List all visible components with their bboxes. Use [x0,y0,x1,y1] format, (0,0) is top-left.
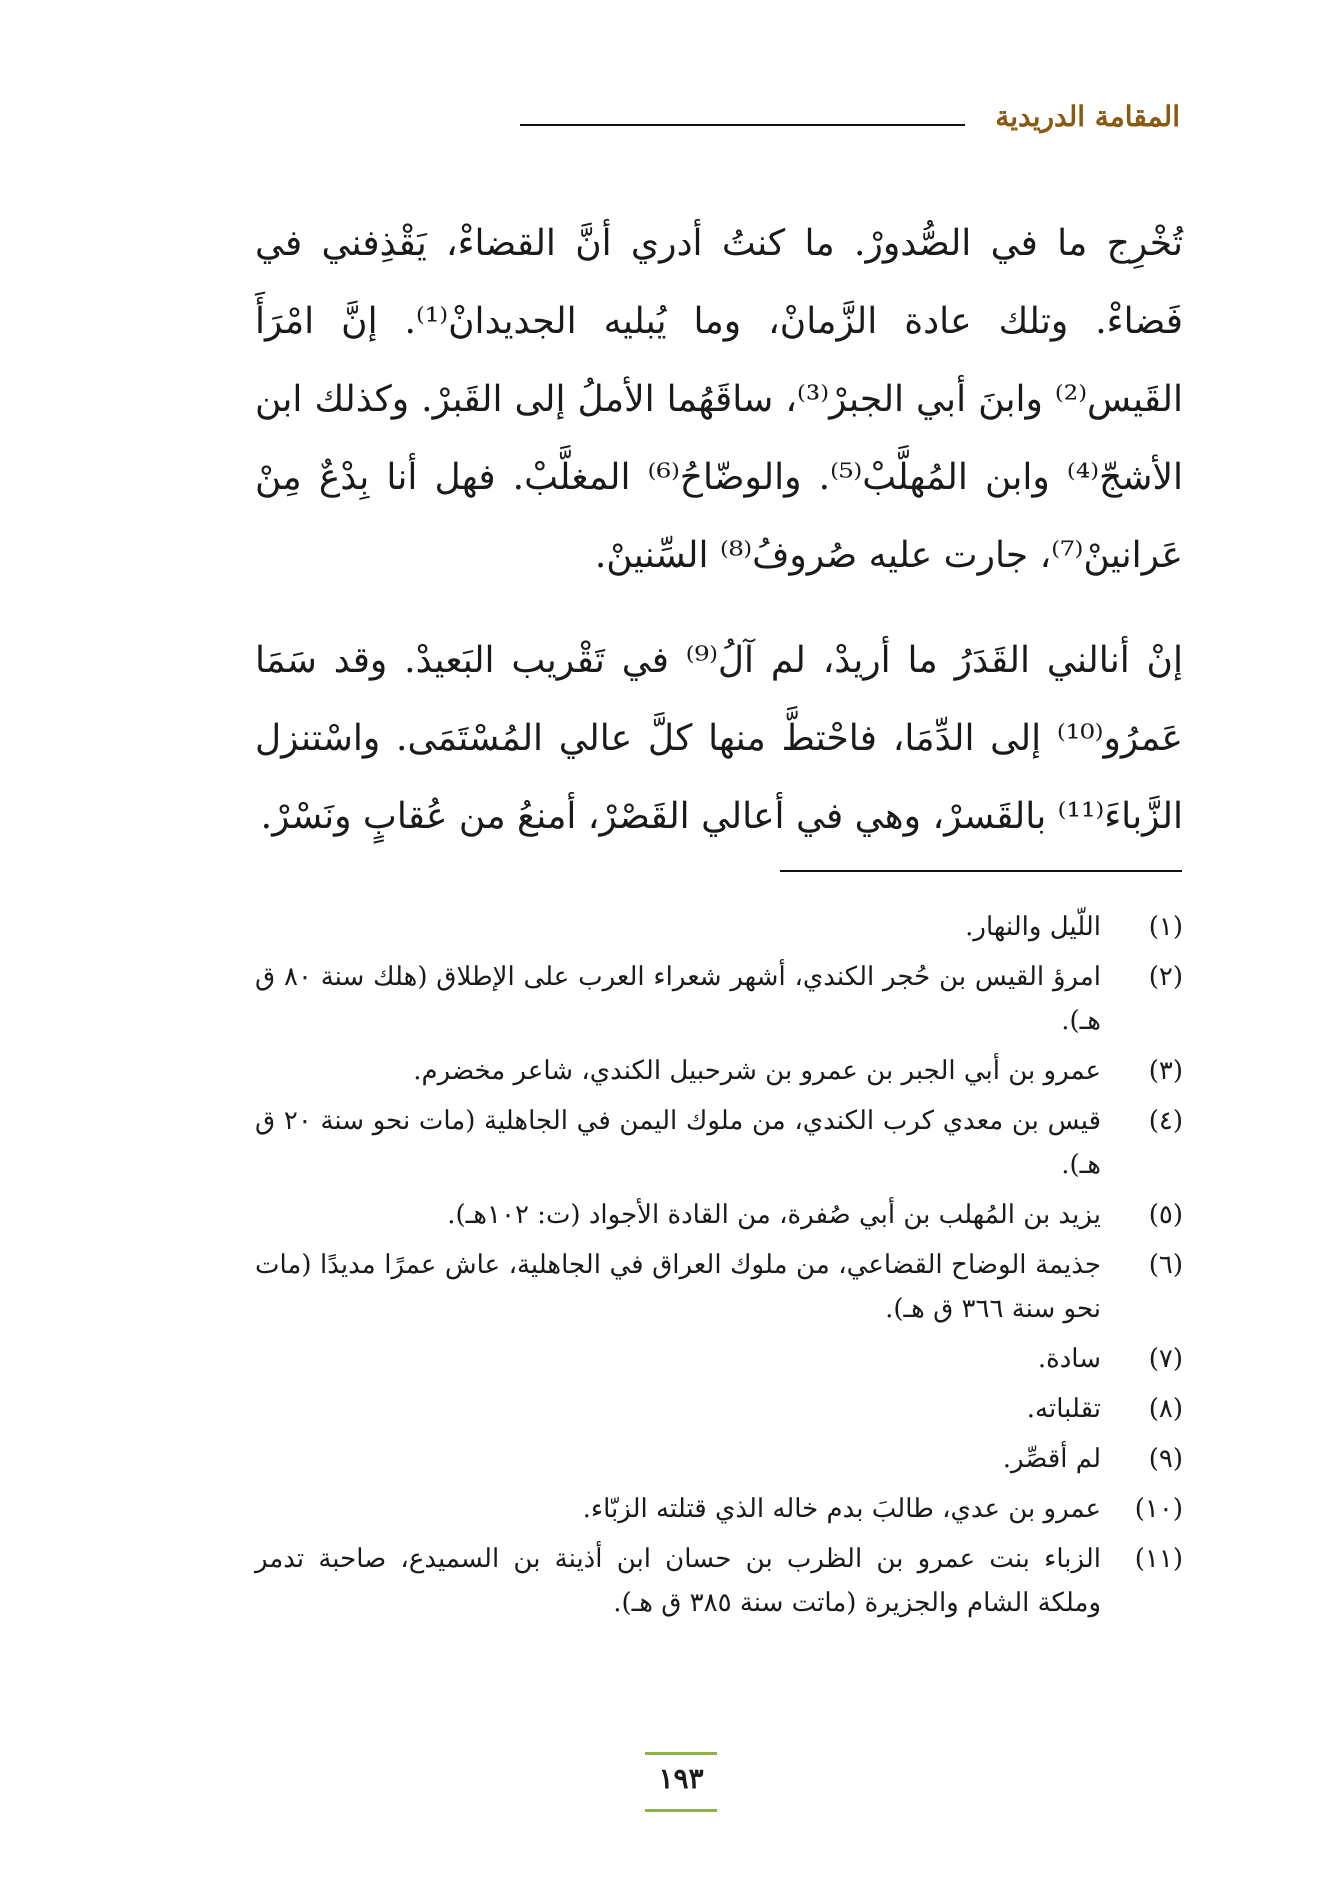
footnote-text: امرؤ القيس بن حُجر الكندي، أشهر شعراء العرب على الإطلاق (هلك سنة ٨٠ ق هـ). [255,962,1101,1036]
footnote [255,1537,1183,1625]
footnote [255,1337,1183,1381]
footnote-text: سادة. [1037,1344,1101,1374]
footnote-number: (٧) [1148,1344,1183,1374]
footnote-number: (٩) [1148,1444,1183,1474]
main-paragraph-1: تُخْرِج ما في الصُّدورْ. ما كنتُ أدري أنَّ القضاءْ، يَقْذِفني في فَضاءْ. وتلك عادة الزَّمانْ، وما يُبليه الجديدانْ⁽¹⁾. إنَّ امْرَأَ القَيس⁽²⁾ وابنَ أبي الجبرْ⁽³⁾، ساقَهُما الأملُ إلى القَبرْ. وكذلك ابن الأشجّ⁽⁴⁾ وابن المُهلَّبْ⁽⁵⁾. والوضّاحُ⁽⁶⁾ المغلَّبْ. فهل أنا بِدْعٌ مِنْ عَرانينْ⁽⁷⁾، جارت عليه صُروفُ⁽⁸⁾ السِّنينْ. [255,223,1183,576]
footnote [255,905,1183,949]
footnote [255,1487,1183,1531]
footnote [255,955,1183,1043]
footnote [255,1049,1183,1093]
footnote-number: (١٠) [1134,1494,1183,1524]
footnote-number: (٦) [1148,1250,1183,1280]
footnote-separator [780,870,1182,872]
footnote-text: تقلباته. [1026,1394,1101,1424]
footnote-number: (٢) [1148,962,1183,992]
footnote-text: قيس بن معدي كرب الكندي، من ملوك اليمن في الجاهلية (مات نحو سنة ٢٠ ق هـ). [255,1106,1101,1180]
footnote-text: يزيد بن المُهلب بن أبي صُفرة، من القادة الأجواد (ت: ١٠٢هـ). [447,1200,1101,1230]
footnote-number: (١) [1148,912,1183,942]
footnote-text: اللّيل والنهار. [965,912,1101,942]
footnote [255,1243,1183,1331]
running-title: المقامة الدريدية [995,100,1180,133]
footnote [255,1193,1183,1237]
page-header [520,100,1180,150]
footnote-text: جذيمة الوضاح القضاعي، من ملوك العراق في الجاهلية، عاش عمرًا مديدًا (مات نحو سنة ٣٦٦ ق هـ). [255,1250,1102,1324]
footnotes-list [255,905,1183,1631]
footnote [255,1437,1183,1481]
footnote-text: الزباء بنت عمرو بن الظرب بن حسان ابن أذينة بن السميدع، صاحبة تدمر وملكة الشام والجزيرة (ماتت سنة ٣٨٥ ق هـ). [255,1544,1101,1618]
footnote-text: لم أقصِّر. [1002,1444,1101,1474]
main-paragraph-2: إنْ أنالني القَدَرُ ما أريدْ، لم آلُ⁽⁹⁾ في تَقْريب البَعيدْ. وقد سَمَا عَمرُو⁽¹⁰⁾ إلى الدِّمَا، فاحْتطَّ منها كلَّ عالي المُسْتَمَى. واسْتنزل الزَّباءَ⁽¹¹⁾ بالقَسرْ، وهي في أعالي القَصْرْ، أمنعُ من عُقابٍ ونَسْرْ. [255,640,1184,837]
footnote-number: (٥) [1148,1200,1183,1230]
footnote-number: (٤) [1148,1106,1183,1136]
page-number-block [645,1752,717,1812]
page-number: ١٩٣ [658,1762,704,1795]
footnote-text: عمرو بن عدي، طالبَ بدم خاله الذي قتلته الزبّاء. [582,1494,1101,1524]
page-number-rule-bottom [645,1809,717,1812]
footnote-number: (٣) [1148,1056,1183,1086]
footnote-number: (٨) [1148,1394,1183,1424]
footnote-text: عمرو بن أبي الجبر بن عمرو بن شرحبيل الكندي، شاعر مخضرم. [413,1056,1101,1086]
page-number-rule-top [645,1752,717,1755]
footnote [255,1387,1183,1431]
footnote [255,1099,1183,1187]
header-rule [520,124,965,126]
footnote-number: (١١) [1134,1544,1183,1574]
